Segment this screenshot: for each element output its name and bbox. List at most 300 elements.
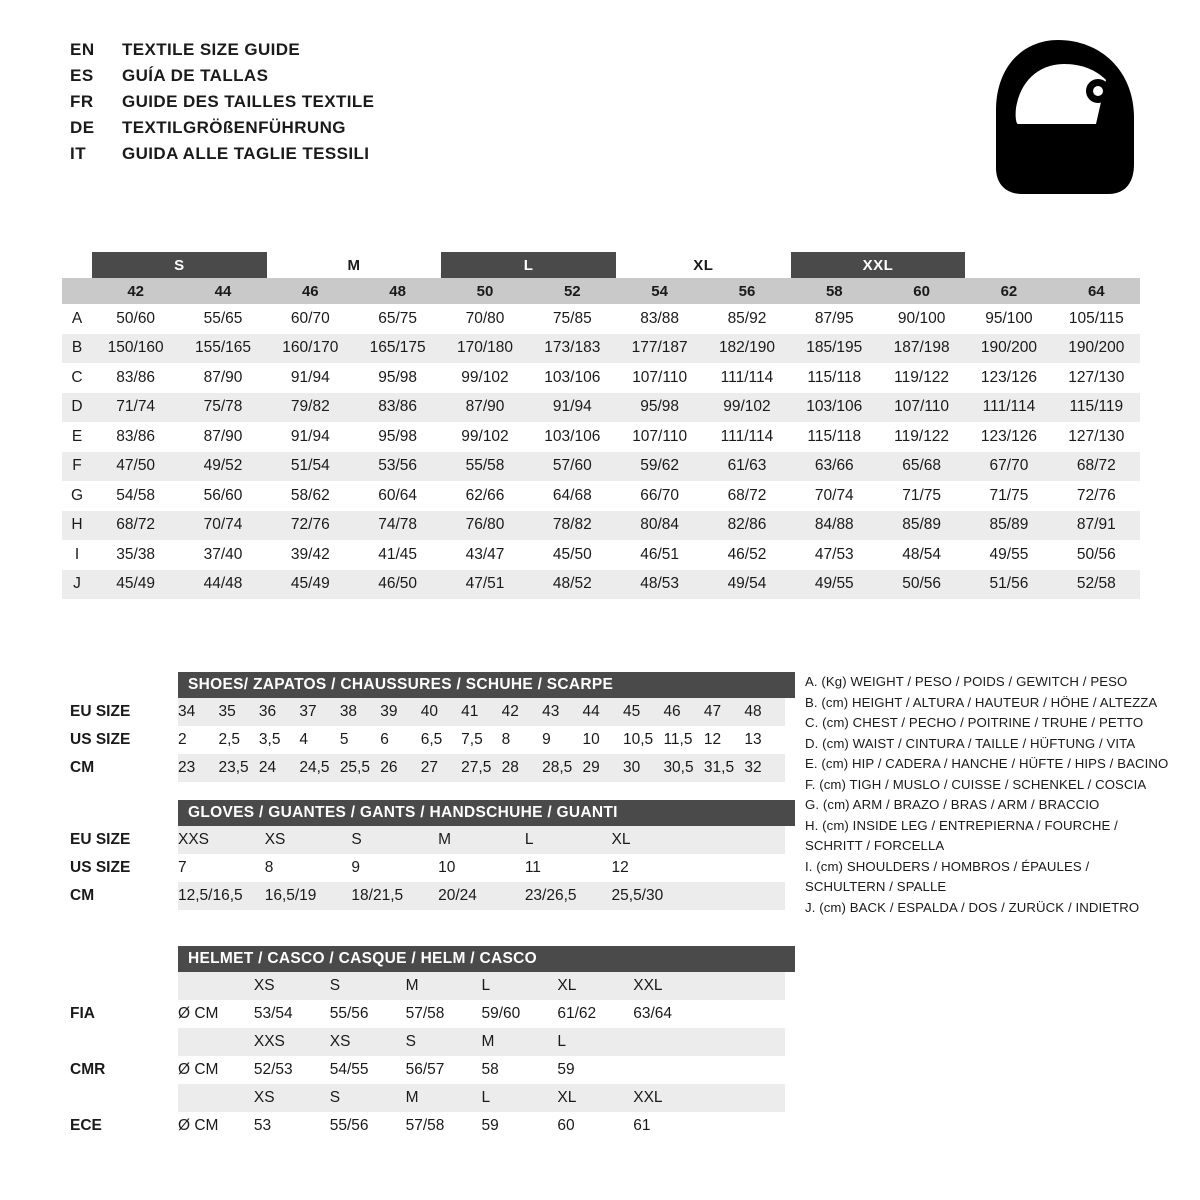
cell: 39 (380, 698, 420, 726)
cell: 123/126 (965, 422, 1052, 452)
cell: 87/95 (791, 304, 878, 334)
size-band-blank-end (965, 252, 1052, 278)
row-key: E (62, 422, 92, 452)
cell: 95/98 (616, 393, 703, 423)
header-row (70, 92, 374, 118)
cell: 103/106 (791, 393, 878, 423)
cell: 59 (557, 1056, 633, 1084)
header-row (70, 144, 374, 170)
cell: 41/45 (354, 540, 441, 570)
header (70, 40, 374, 170)
cell: 47/50 (92, 452, 179, 482)
cell: 70/74 (179, 511, 266, 541)
legend-line: B. (cm) HEIGHT / ALTURA / HAUTEUR / HÖHE / ALTEZZA (805, 694, 1158, 710)
cell: S (330, 972, 406, 1000)
cell: 60 (557, 1112, 633, 1140)
cell (709, 1112, 785, 1140)
row-label: ECE (70, 1117, 102, 1134)
cell: 61/62 (557, 1000, 633, 1028)
racing-helmet-icon (978, 34, 1138, 209)
cell: 25,5 (340, 754, 380, 782)
cell: S (330, 1084, 406, 1112)
table-row (70, 754, 785, 782)
cell: 53/56 (354, 452, 441, 482)
cell: 190/200 (1053, 334, 1140, 364)
cell: 53/54 (254, 1000, 330, 1028)
cell: 12 (612, 854, 699, 882)
row-label: US SIZE (70, 731, 131, 748)
cell: 45/50 (529, 540, 616, 570)
cell: 49/55 (965, 540, 1052, 570)
cell: 2 (178, 726, 218, 754)
table-row (70, 698, 785, 726)
table-row (70, 726, 785, 754)
table-row (70, 1084, 785, 1112)
cell: 55/56 (330, 1112, 406, 1140)
measurement-legend (805, 672, 1185, 918)
cell: 26 (380, 754, 420, 782)
cell: 6 (380, 726, 420, 754)
cell: 83/86 (92, 422, 179, 452)
cell: 87/90 (441, 393, 528, 423)
cell: 16,5/19 (265, 882, 352, 910)
cell (178, 1028, 254, 1056)
cell: 12,5/16,5 (178, 882, 265, 910)
cell: 11,5 (663, 726, 703, 754)
header-lang-it: IT (70, 144, 87, 163)
cell (698, 882, 785, 910)
row-key: H (62, 511, 92, 541)
cell: 44/48 (179, 570, 266, 600)
cell: 29 (583, 754, 623, 782)
table-row (62, 363, 1140, 393)
header-row (70, 40, 374, 66)
cell: 6,5 (421, 726, 461, 754)
cell: 53 (254, 1112, 330, 1140)
cell (709, 1084, 785, 1112)
cell: L (557, 1028, 633, 1056)
cell: 37/40 (179, 540, 266, 570)
cell: 165/175 (354, 334, 441, 364)
table-row (70, 1112, 785, 1140)
row-key: D (62, 393, 92, 423)
cell: XL (557, 1084, 633, 1112)
table-row (70, 854, 785, 882)
size-number: 60 (878, 278, 965, 304)
cell: 87/90 (179, 422, 266, 452)
legend-line: E. (cm) HIP / CADERA / HANCHE / HÜFTE / HIPS / BACINO (805, 756, 1169, 771)
cell: 79/82 (267, 393, 354, 423)
table-row (70, 1028, 785, 1056)
cell: 10,5 (623, 726, 663, 754)
cell: 45 (623, 698, 663, 726)
cell: 59 (482, 1112, 558, 1140)
cell: Ø CM (178, 1000, 254, 1028)
cell: 48 (744, 698, 785, 726)
cell: 60/70 (267, 304, 354, 334)
cell: 75/78 (179, 393, 266, 423)
cell: 52/53 (254, 1056, 330, 1084)
cell: 9 (542, 726, 582, 754)
cell: 31,5 (704, 754, 744, 782)
row-label: FIA (70, 1005, 95, 1022)
legend-line: D. (cm) WAIST / CINTURA / TAILLE / HÜFTUNG / VITA (805, 735, 1136, 751)
size-number: 54 (616, 278, 703, 304)
cell: 50/60 (92, 304, 179, 334)
cell: 82/86 (703, 511, 790, 541)
cell (178, 972, 254, 1000)
cell: 48/52 (529, 570, 616, 600)
cell: 61 (633, 1112, 709, 1140)
cell (709, 1028, 785, 1056)
table-row (70, 1056, 785, 1084)
cell: 70/74 (791, 481, 878, 511)
cell: 48/54 (878, 540, 965, 570)
cell: 83/88 (616, 304, 703, 334)
cell: XXL (633, 972, 709, 1000)
cell: 41 (461, 698, 501, 726)
cell: XXL (633, 1084, 709, 1112)
cell: 95/98 (354, 422, 441, 452)
cell (709, 1056, 785, 1084)
cell: 56/57 (406, 1056, 482, 1084)
row-label: CMR (70, 1061, 106, 1078)
cell: 10 (583, 726, 623, 754)
legend-line: SCHULTERN / SPALLE (805, 879, 947, 894)
cell: 46/50 (354, 570, 441, 600)
size-number: 52 (529, 278, 616, 304)
header-lang-es: ES (70, 66, 94, 85)
gloves-title: GLOVES / GUANTES / GANTS / HANDSCHUHE / GUANTI (178, 800, 795, 826)
cell (698, 854, 785, 882)
cell: 30 (623, 754, 663, 782)
row-label: US SIZE (70, 859, 131, 876)
cell: 187/198 (878, 334, 965, 364)
cell: 46/51 (616, 540, 703, 570)
cell: 68/72 (1053, 452, 1140, 482)
row-key: A (62, 304, 92, 334)
cell: S (406, 1028, 482, 1056)
cell: 68/72 (92, 511, 179, 541)
cell: 107/110 (616, 363, 703, 393)
cell: 68/72 (703, 481, 790, 511)
cell: XL (612, 826, 699, 854)
cell: M (406, 1084, 482, 1112)
cell: 185/195 (791, 334, 878, 364)
cell: 55/56 (330, 1000, 406, 1028)
cell: 111/114 (703, 422, 790, 452)
cell: 54/55 (330, 1056, 406, 1084)
cell: 37 (299, 698, 339, 726)
cell: 127/130 (1053, 422, 1140, 452)
cell: 182/190 (703, 334, 790, 364)
cell: 57/60 (529, 452, 616, 482)
cell: 46/52 (703, 540, 790, 570)
header-lang-en: EN (70, 40, 95, 59)
size-number: 44 (179, 278, 266, 304)
cell: Ø CM (178, 1056, 254, 1084)
cell (178, 1084, 254, 1112)
row-key: I (62, 540, 92, 570)
cell: 7 (178, 854, 265, 882)
cell: 65/68 (878, 452, 965, 482)
cell: 115/118 (791, 363, 878, 393)
cell: XS (330, 1028, 406, 1056)
cell: 23 (178, 754, 218, 782)
textile-size-table (62, 252, 1140, 599)
cell: 59/62 (616, 452, 703, 482)
cell (698, 826, 785, 854)
cell: 50/56 (1053, 540, 1140, 570)
cell: 51/56 (965, 570, 1052, 600)
cell: 150/160 (92, 334, 179, 364)
header-lang-fr: FR (70, 92, 94, 111)
row-key: G (62, 481, 92, 511)
cell: 99/102 (441, 363, 528, 393)
cell: 80/84 (616, 511, 703, 541)
cell (709, 1000, 785, 1028)
size-number: 46 (267, 278, 354, 304)
table-row (62, 540, 1140, 570)
header-title-fr: GUIDE DES TAILLES TEXTILE (122, 92, 375, 111)
cell: 173/183 (529, 334, 616, 364)
cell: 24,5 (299, 754, 339, 782)
cell: 91/94 (267, 422, 354, 452)
size-band-xl: XL (616, 252, 791, 278)
legend-line: I. (cm) SHOULDERS / HOMBROS / ÉPAULES / (805, 858, 1090, 874)
cell: 103/106 (529, 363, 616, 393)
cell: 8 (265, 854, 352, 882)
cell: 49/54 (703, 570, 790, 600)
legend-line: F. (cm) TIGH / MUSLO / CUISSE / SCHENKEL / COSCIA (805, 776, 1147, 792)
cell: 43 (542, 698, 582, 726)
cell: XS (265, 826, 352, 854)
table-row (70, 826, 785, 854)
row-key: C (62, 363, 92, 393)
cell: 4 (299, 726, 339, 754)
cell: 72/76 (267, 511, 354, 541)
header-title-en: TEXTILE SIZE GUIDE (122, 40, 301, 59)
cell: 61/63 (703, 452, 790, 482)
cell: 8 (502, 726, 542, 754)
cell: 63/64 (633, 1000, 709, 1028)
cell: 18/21,5 (351, 882, 438, 910)
cell: 55/58 (441, 452, 528, 482)
cell: 67/70 (965, 452, 1052, 482)
cell: 35/38 (92, 540, 179, 570)
cell: 48/53 (616, 570, 703, 600)
row-key: F (62, 452, 92, 482)
table-row (62, 511, 1140, 541)
cell: S (351, 826, 438, 854)
row-label: CM (70, 759, 95, 776)
size-band-l: L (441, 252, 616, 278)
cell: 23/26,5 (525, 882, 612, 910)
cell: 66/70 (616, 481, 703, 511)
cell: 36 (259, 698, 299, 726)
cell: 123/126 (965, 363, 1052, 393)
cell: 99/102 (703, 393, 790, 423)
header-title-es: GUÍA DE TALLAS (122, 66, 269, 85)
cell: M (406, 972, 482, 1000)
size-band-xxl: XXL (791, 252, 966, 278)
cell: 9 (351, 854, 438, 882)
cell: 78/82 (529, 511, 616, 541)
cell: 7,5 (461, 726, 501, 754)
legend-line: H. (cm) INSIDE LEG / ENTREPIERNA / FOURCHE / (805, 817, 1118, 833)
cell: 55/65 (179, 304, 266, 334)
cell (709, 972, 785, 1000)
cell: 103/106 (529, 422, 616, 452)
helmet-block (70, 946, 785, 1140)
cell: L (482, 1084, 558, 1112)
cell: 87/90 (179, 363, 266, 393)
size-number: 50 (441, 278, 528, 304)
cell: 95/98 (354, 363, 441, 393)
cell: Ø CM (178, 1112, 254, 1140)
row-label (70, 972, 178, 1000)
size-number: 64 (1053, 278, 1140, 304)
cell: L (482, 972, 558, 1000)
cell: 42 (502, 698, 542, 726)
cell (633, 1028, 709, 1056)
cell: 58 (482, 1056, 558, 1084)
cell: 127/130 (1053, 363, 1140, 393)
gloves-block (70, 800, 785, 910)
header-title-de: TEXTILGRÖßENFÜHRUNG (122, 118, 346, 137)
size-number: 58 (791, 278, 878, 304)
row-label: CM (70, 887, 95, 904)
cell: 71/74 (92, 393, 179, 423)
cell: XXS (254, 1028, 330, 1056)
cell: M (482, 1028, 558, 1056)
cell (633, 1056, 709, 1084)
cell: 39/42 (267, 540, 354, 570)
cell: 119/122 (878, 422, 965, 452)
cell: 56/60 (179, 481, 266, 511)
cell: 87/91 (1053, 511, 1140, 541)
table-row (70, 882, 785, 910)
cell: 25,5/30 (612, 882, 699, 910)
cell: 70/80 (441, 304, 528, 334)
cell: XS (254, 972, 330, 1000)
legend-line: SCHRITT / FORCELLA (805, 838, 945, 853)
table-row (70, 1000, 785, 1028)
row-label (70, 1084, 178, 1112)
cell: 49/55 (791, 570, 878, 600)
table-row (62, 452, 1140, 482)
size-number: 56 (703, 278, 790, 304)
cell: L (525, 826, 612, 854)
cell: 115/119 (1053, 393, 1140, 423)
cell: 13 (744, 726, 785, 754)
cell: 71/75 (878, 481, 965, 511)
cell: 47/53 (791, 540, 878, 570)
cell: 105/115 (1053, 304, 1140, 334)
cell: 2,5 (218, 726, 258, 754)
cell: 46 (663, 698, 703, 726)
row-label: EU SIZE (70, 703, 131, 720)
cell: 91/94 (529, 393, 616, 423)
cell: 85/89 (965, 511, 1052, 541)
legend-line: A. (Kg) WEIGHT / PESO / POIDS / GEWITCH / PESO (805, 674, 1128, 689)
cell: 54/58 (92, 481, 179, 511)
cell: 85/92 (703, 304, 790, 334)
helmet-title: HELMET / CASCO / CASQUE / HELM / CASCO (178, 946, 795, 972)
size-number: 62 (965, 278, 1052, 304)
cell: 72/76 (1053, 481, 1140, 511)
header-lang-de: DE (70, 118, 95, 137)
cell: 85/89 (878, 511, 965, 541)
cell: 74/78 (354, 511, 441, 541)
cell: 47 (704, 698, 744, 726)
cell: 115/118 (791, 422, 878, 452)
size-band-s: S (92, 252, 267, 278)
cell: 84/88 (791, 511, 878, 541)
cell: 52/58 (1053, 570, 1140, 600)
cell: 58/62 (267, 481, 354, 511)
shoes-block (70, 672, 785, 782)
cell: 45/49 (92, 570, 179, 600)
cell: 91/94 (267, 363, 354, 393)
cell: 11 (525, 854, 612, 882)
cell: M (438, 826, 525, 854)
size-number: 42 (92, 278, 179, 304)
row-label (70, 1028, 178, 1056)
cell: 107/110 (616, 422, 703, 452)
shoes-title: SHOES/ ZAPATOS / CHAUSSURES / SCHUHE / SCARPE (178, 672, 795, 698)
cell: 90/100 (878, 304, 965, 334)
legend-line: J. (cm) BACK / ESPALDA / DOS / ZURÜCK / INDIETRO (805, 899, 1140, 915)
header-row (70, 118, 374, 144)
cell: 28,5 (542, 754, 582, 782)
cell: 43/47 (441, 540, 528, 570)
cell: 35 (218, 698, 258, 726)
cell: 76/80 (441, 511, 528, 541)
cell: 190/200 (965, 334, 1052, 364)
size-band-blank (62, 252, 92, 278)
cell: XXS (178, 826, 265, 854)
cell: 20/24 (438, 882, 525, 910)
row-key: J (62, 570, 92, 600)
cell: 47/51 (441, 570, 528, 600)
cell: 5 (340, 726, 380, 754)
header-row (70, 66, 374, 92)
cell: 64/68 (529, 481, 616, 511)
cell: 59/60 (482, 1000, 558, 1028)
cell: 111/114 (703, 363, 790, 393)
cell: 49/52 (179, 452, 266, 482)
cell: 27,5 (461, 754, 501, 782)
cell: 34 (178, 698, 218, 726)
legend-line: G. (cm) ARM / BRAZO / BRAS / ARM / BRACCIO (805, 797, 1100, 812)
cell: XS (254, 1084, 330, 1112)
size-band-row (62, 252, 1140, 278)
table-row (62, 570, 1140, 600)
cell: 83/86 (354, 393, 441, 423)
cell: 63/66 (791, 452, 878, 482)
cell: 111/114 (965, 393, 1052, 423)
cell: 40 (421, 698, 461, 726)
cell: 44 (583, 698, 623, 726)
cell: 65/75 (354, 304, 441, 334)
row-label: EU SIZE (70, 831, 131, 848)
table-row (62, 481, 1140, 511)
cell: 57/58 (406, 1112, 482, 1140)
cell: 71/75 (965, 481, 1052, 511)
cell: 30,5 (663, 754, 703, 782)
cell: 23,5 (218, 754, 258, 782)
